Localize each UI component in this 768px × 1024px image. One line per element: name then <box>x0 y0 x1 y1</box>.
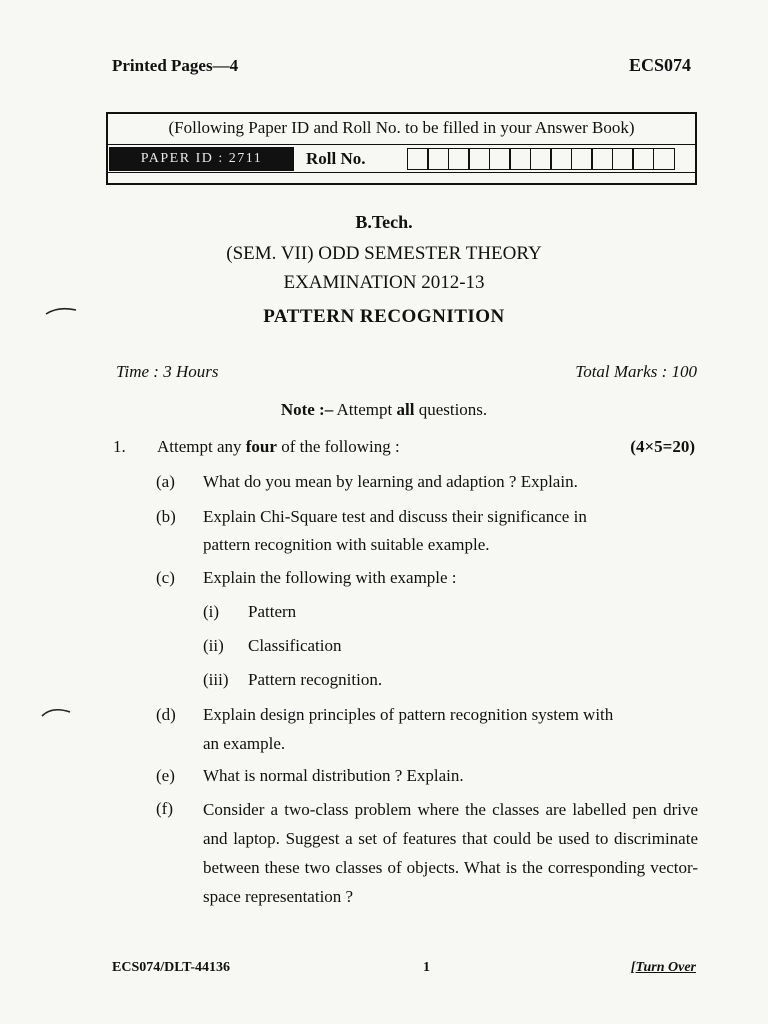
roll-cell <box>530 148 552 170</box>
id-box-instruction: (Following Paper ID and Roll No. to be filled in your Answer Book) <box>168 118 635 137</box>
roll-cell <box>550 148 572 170</box>
total-marks: Total Marks : 100 <box>575 362 697 381</box>
part-c-item-label: (i) <box>203 602 220 621</box>
margin-pen-mark <box>40 704 74 720</box>
part-f-label: (f) <box>156 799 173 818</box>
examination-title: EXAMINATION 2012-13 <box>283 272 485 293</box>
part-e-text: What is normal distribution ? Explain. <box>203 766 464 785</box>
question-prompt: Attempt any four of the following : <box>157 437 400 456</box>
roll-cell <box>632 148 654 170</box>
note-text-end: questions. <box>414 400 488 419</box>
roll-cell <box>653 148 675 170</box>
part-a-text: What do you mean by learning and adaption ? Explain. <box>203 472 578 491</box>
semester-title: (SEM. VII) ODD SEMESTER THEORY <box>226 243 542 264</box>
part-c-item-label: (ii) <box>203 636 224 655</box>
part-c-item-label: (iii) <box>203 670 229 689</box>
printed-pages: Printed Pages—4 <box>112 56 239 75</box>
note-emphasis: all <box>396 400 415 419</box>
part-c-text: Explain the following with example : <box>203 568 457 587</box>
roll-number-cells <box>408 148 675 170</box>
note-text: Attempt <box>333 400 397 419</box>
roll-cell <box>509 148 531 170</box>
paper-code: ECS074 <box>628 55 691 75</box>
part-b-text: Explain Chi-Square test and discuss their significance in <box>203 507 587 526</box>
roll-cell <box>489 148 511 170</box>
margin-pen-mark <box>44 304 80 318</box>
roll-cell <box>468 148 490 170</box>
roll-cell <box>612 148 634 170</box>
roll-cell <box>407 148 429 170</box>
part-d-text-cont: an example. <box>203 734 286 753</box>
part-c-label: (c) <box>156 568 175 587</box>
part-b-text-cont: pattern recognition with suitable example. <box>203 535 490 554</box>
part-a-label: (a) <box>156 472 175 491</box>
part-c-item-text: Classification <box>248 636 342 655</box>
question-number: 1. <box>113 437 126 456</box>
subject-title: PATTERN RECOGNITION <box>263 306 505 327</box>
note-prefix: Note :– <box>280 400 334 419</box>
part-f-text: Consider a two-class problem where the classes are labelled pen drive and laptop. Suggest a set of features that could be used to discriminate between these two classes of objects. What is the corresponding vector-space representation ? <box>203 800 698 906</box>
part-c-item-text: Pattern <box>248 602 297 621</box>
divider <box>108 172 695 173</box>
roll-cell <box>448 148 470 170</box>
note-line <box>0 400 768 420</box>
part-c-item-text: Pattern recognition. <box>248 670 383 689</box>
part-d-label: (d) <box>156 705 176 724</box>
roll-cell <box>427 148 449 170</box>
part-b-label: (b) <box>156 507 176 526</box>
part-e-label: (e) <box>156 766 175 785</box>
exam-time: Time : 3 Hours <box>116 362 219 381</box>
divider <box>108 144 695 145</box>
degree-title: B.Tech. <box>355 212 413 232</box>
question-marks: (4×5=20) <box>630 437 695 456</box>
footer-code: ECS074/DLT-44136 <box>112 960 231 975</box>
roll-number-label: Roll No. <box>306 149 366 168</box>
roll-cell <box>591 148 613 170</box>
paper-id-box <box>106 112 697 185</box>
part-d-text: Explain design principles of pattern recognition system with <box>203 705 614 724</box>
turn-over: [Turn Over <box>630 960 696 975</box>
roll-cell <box>571 148 593 170</box>
page-number: 1 <box>423 960 430 975</box>
paper-id-label: PAPER ID : 2711 <box>109 147 294 171</box>
